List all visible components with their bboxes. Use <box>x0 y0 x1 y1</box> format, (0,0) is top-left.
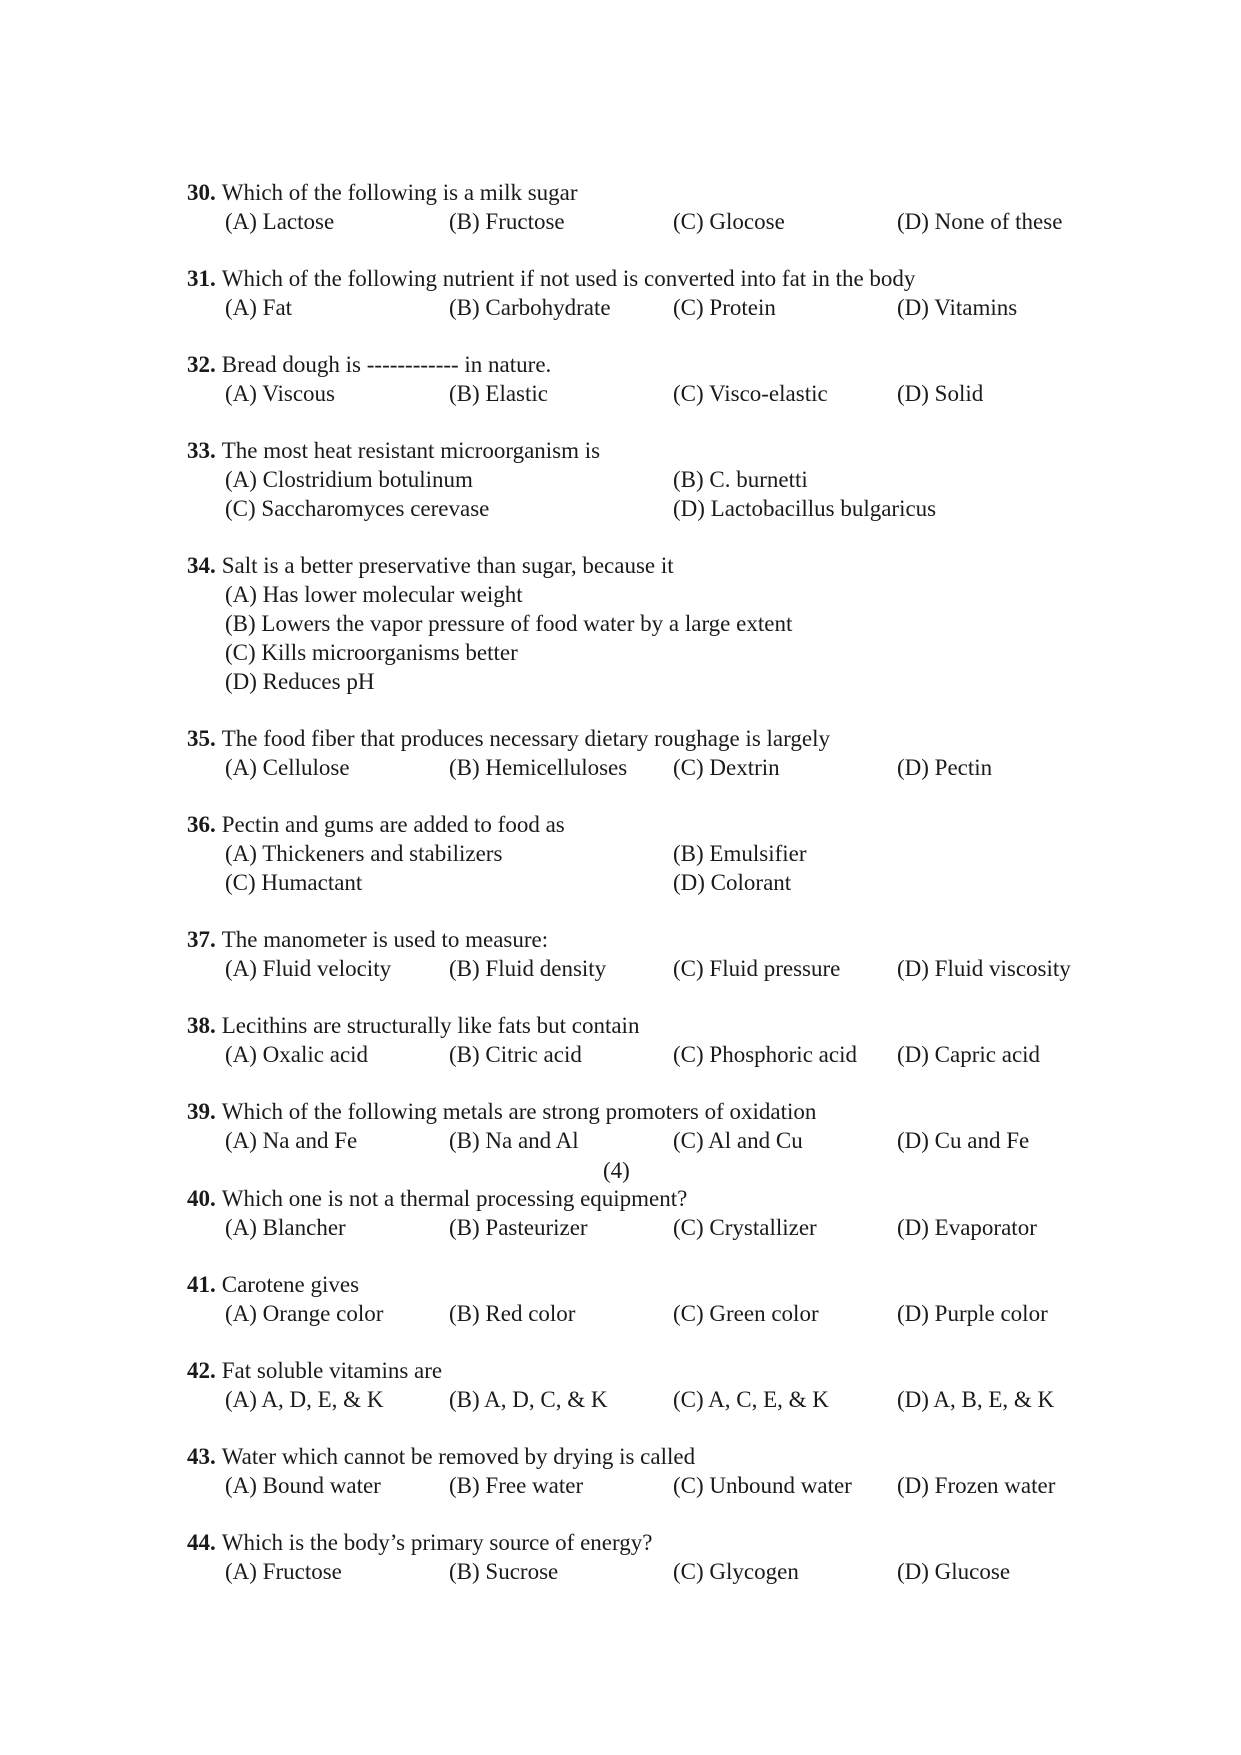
question-text: Which of the following is a milk sugar <box>221 180 578 205</box>
option-d: (D) Vitamins <box>897 295 1018 320</box>
option-a: (A) Viscous <box>225 381 335 406</box>
option-c: (C) A, C, E, & K <box>673 1387 829 1412</box>
option-c: (C) Dextrin <box>673 755 780 780</box>
question-number: 35. <box>187 726 216 751</box>
option-b: (B) Fluid density <box>449 956 607 981</box>
option-b: (B) Elastic <box>449 381 548 406</box>
option-d: (D) Frozen water <box>897 1473 1056 1498</box>
question-text: The food fiber that produces necessary dietary roughage is largely <box>221 726 830 751</box>
option-a: (A) Fructose <box>225 1559 342 1584</box>
option-a: (A) Lactose <box>225 209 335 234</box>
question-number: 37. <box>187 927 216 952</box>
question-30 <box>187 178 1187 236</box>
option-d: (D) Fluid viscosity <box>897 956 1071 981</box>
question-44 <box>187 1528 1187 1586</box>
option-b: (B) Emulsifier <box>673 841 807 866</box>
question-39 <box>187 1097 1187 1155</box>
option-c: (C) Al and Cu <box>673 1128 803 1153</box>
option-d: (D) A, B, E, & K <box>897 1387 1055 1412</box>
option-c: (C) Green color <box>673 1301 819 1326</box>
option-b: (B) Red color <box>449 1301 576 1326</box>
option-b: (B) Pasteurizer <box>449 1215 588 1240</box>
page-number: (4) <box>603 1158 630 1183</box>
question-38 <box>187 1011 1187 1069</box>
option-b: (B) Free water <box>449 1473 584 1498</box>
question-text: Salt is a better preservative than sugar, because it <box>221 553 674 578</box>
option-d: (D) Glucose <box>897 1559 1011 1584</box>
option-b: (B) Na and Al <box>449 1128 579 1153</box>
question-text: Fat soluble vitamins are <box>221 1358 443 1383</box>
question-text: Which is the body’s primary source of energy? <box>221 1530 653 1555</box>
option-a: (A) Blancher <box>225 1215 346 1240</box>
option-a: (A) Fluid velocity <box>225 956 392 981</box>
question-35 <box>187 724 1187 782</box>
question-number: 40. <box>187 1186 216 1211</box>
option-d: (D) Reduces pH <box>225 669 375 694</box>
option-b: (B) Sucrose <box>449 1559 559 1584</box>
option-a: (A) Fat <box>225 295 293 320</box>
question-text: Bread dough is ------------ in nature. <box>221 352 552 377</box>
question-text: Which one is not a thermal processing equipment? <box>221 1186 688 1211</box>
question-number: 34. <box>187 553 216 578</box>
option-c: (C) Kills microorganisms better <box>225 640 518 665</box>
option-a: (A) Na and Fe <box>225 1128 358 1153</box>
question-number: 41. <box>187 1272 216 1297</box>
option-c: (C) Saccharomyces cerevase <box>225 496 490 521</box>
question-number: 43. <box>187 1444 216 1469</box>
option-a: (A) Cellulose <box>225 755 350 780</box>
question-42 <box>187 1356 1187 1414</box>
option-c: (C) Glocose <box>673 209 785 234</box>
question-text: Water which cannot be removed by drying is called <box>221 1444 696 1469</box>
option-b: (B) C. burnetti <box>673 467 808 492</box>
question-text: Which of the following nutrient if not used is converted into fat in the body <box>221 266 916 291</box>
question-number: 30. <box>187 180 216 205</box>
option-d: (D) Purple color <box>897 1301 1048 1326</box>
option-d: (D) Colorant <box>673 870 792 895</box>
option-c: (C) Protein <box>673 295 776 320</box>
option-a: (A) A, D, E, & K <box>225 1387 384 1412</box>
option-c: (C) Visco-elastic <box>673 381 828 406</box>
option-c: (C) Fluid pressure <box>673 956 841 981</box>
option-d: (D) Solid <box>897 381 984 406</box>
option-c: (C) Humactant <box>225 870 363 895</box>
question-text: Lecithins are structurally like fats but contain <box>221 1013 640 1038</box>
option-a: (A) Has lower molecular weight <box>225 582 523 607</box>
question-text: Pectin and gums are added to food as <box>221 812 565 837</box>
option-c: (C) Glycogen <box>673 1559 799 1584</box>
question-number: 39. <box>187 1099 216 1124</box>
option-d: (D) Cu and Fe <box>897 1128 1030 1153</box>
option-c: (C) Phosphoric acid <box>673 1042 857 1067</box>
question-number: 36. <box>187 812 216 837</box>
question-41 <box>187 1270 1187 1328</box>
question-number: 38. <box>187 1013 216 1038</box>
option-b: (B) Lowers the vapor pressure of food water by a large extent <box>225 611 793 636</box>
question-number: 33. <box>187 438 216 463</box>
option-a: (A) Clostridium botulinum <box>225 467 473 492</box>
option-d: (D) Evaporator <box>897 1215 1037 1240</box>
question-number: 44. <box>187 1530 216 1555</box>
option-a: (A) Orange color <box>225 1301 384 1326</box>
option-a: (A) Oxalic acid <box>225 1042 369 1067</box>
question-43 <box>187 1442 1187 1500</box>
question-37 <box>187 925 1187 983</box>
question-40 <box>187 1184 1187 1242</box>
question-34 <box>187 551 1187 696</box>
question-text: Carotene gives <box>221 1272 360 1297</box>
question-text: Which of the following metals are strong promoters of oxidation <box>221 1099 817 1124</box>
option-b: (B) Hemicelluloses <box>449 755 628 780</box>
option-d: (D) Lactobacillus bulgaricus <box>673 496 937 521</box>
question-text: The most heat resistant microorganism is <box>221 438 601 463</box>
option-b: (B) Citric acid <box>449 1042 582 1067</box>
option-b: (B) Fructose <box>449 209 565 234</box>
option-d: (D) Pectin <box>897 755 993 780</box>
option-b: (B) A, D, C, & K <box>449 1387 608 1412</box>
option-b: (B) Carbohydrate <box>449 295 611 320</box>
question-number: 42. <box>187 1358 216 1383</box>
option-a: (A) Thickeners and stabilizers <box>225 841 503 866</box>
question-number: 31. <box>187 266 216 291</box>
option-c: (C) Crystallizer <box>673 1215 817 1240</box>
question-text: The manometer is used to measure: <box>221 927 549 952</box>
question-number: 32. <box>187 352 216 377</box>
question-36 <box>187 810 1187 897</box>
question-32 <box>187 350 1187 408</box>
option-d: (D) None of these <box>897 209 1063 234</box>
question-31 <box>187 264 1187 322</box>
option-d: (D) Capric acid <box>897 1042 1041 1067</box>
option-a: (A) Bound water <box>225 1473 381 1498</box>
option-c: (C) Unbound water <box>673 1473 852 1498</box>
question-33 <box>187 436 1187 523</box>
